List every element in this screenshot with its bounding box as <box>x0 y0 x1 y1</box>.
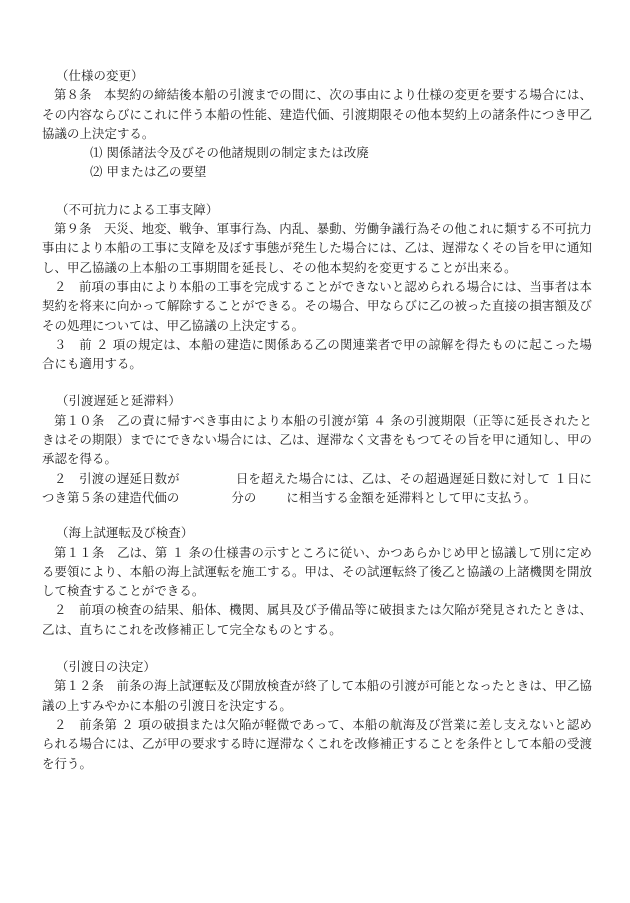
article-12-paragraph-2: ２ 前条第 ２ 項の破損または欠陥が軽微であって、本船の航海及び営業に差し支えないと認められる場合には、乙が甲の要求する時に遅滞なくこれを改修補正することを条件として本船の受渡を行う。 <box>42 716 592 771</box>
heading-delivery-delay: （引渡遅延と延滞料） <box>56 393 181 409</box>
article-8-item-1: ⑴ 関係諸法令及びその他諸規則の制定または改廃 <box>90 145 369 161</box>
heading-delivery-date: （引渡日の決定） <box>56 659 156 675</box>
article-10-p2-part-c: 日につき第５条の建造代価の <box>42 470 593 505</box>
article-12-paragraph-1: 第１２条 前条の海上試運転及び開放検査が終了して本船の引渡が可能となったときは、甲乙協議の上すみやかに本船の引渡日を決定する。 <box>42 678 592 713</box>
article-10-p2-part-a: ２ 引渡の遅延日数が <box>54 470 180 486</box>
article-9-paragraph-3: ３ 前 ２ 項の規定は、本船の建造に関係ある乙の関連業者で甲の諒解を得たものに起こった場合にも適用する。 <box>42 336 592 372</box>
article-10-p2-part-e: に相当する金額を延滞料として甲に支払う。 <box>286 489 537 505</box>
article-8-paragraph: 第８条 本契約の締結後本船の引渡までの間に、次の事由により仕様の変更を要する場合には、その内容ならびにこれに伴う本船の性能、建造代価、引渡期限その他本契約上の諸条件につき甲乙協議の上決定する。 <box>42 87 592 141</box>
article-9-paragraph-1: 第９条 天災、地変、戦争、軍事行為、内乱、暴動、労働争議行為その他これに類する不可抗力事由により本船の工事に支障を及ぼす事態が発生した場合には、乙は、遅滞なくその旨を甲に通知し、甲乙協議の上本船の工事期間を延長し、その他本契約を変更することが出来る。 <box>42 221 592 275</box>
article-11-paragraph-2: ２ 前項の検査の結果、船体、機関、属具及び予備品等に破損または欠陥が発見されたときは、乙は、直ちにこれを改修補正して完全なものとする。 <box>42 602 592 637</box>
article-9-paragraph-2: ２ 前項の事由により本船の工事を完成することができないと認められる場合には、当事者は本契約を将来に向かって解除することができる。その場合、甲ならびに乙の被った直接の損害額及びその処理については、甲乙協議の上決定する。 <box>42 278 592 333</box>
heading-spec-change: （仕様の変更） <box>56 68 144 83</box>
contract-text <box>42 66 592 773</box>
article-10-paragraph-2 <box>42 469 592 508</box>
article-10-p2-part-d: 分の <box>231 489 257 505</box>
heading-sea-trial: （海上試運転及び検査） <box>56 525 194 541</box>
heading-force-majeure: （不可抗力による工事支障） <box>56 201 219 217</box>
article-8-item-2: ⑵ 甲または乙の要望 <box>90 164 207 180</box>
article-11-paragraph-1: 第１１条 乙は、第 １ 条の仕様書の示すところに従い、かつあらかじめ甲と協議して別に定める要領により、本船の海上試運転を施工する。甲は、その試運転終了後乙と協議の上諸機関を開放して検査することができる。 <box>42 544 592 599</box>
article-10-p2-part-b: 日を超えた場合には、乙は、その超過遅延日数に対して １ <box>235 470 567 486</box>
article-10-paragraph-1: 第１０条 乙の責に帰すべき事由により本船の引渡が第 ４ 条の引渡期限（正等に延長されたときはその期限）までにできない場合には、乙は、遅滞なく文書をもつてその旨を甲に通知し、甲の承認を得る。 <box>42 412 592 467</box>
